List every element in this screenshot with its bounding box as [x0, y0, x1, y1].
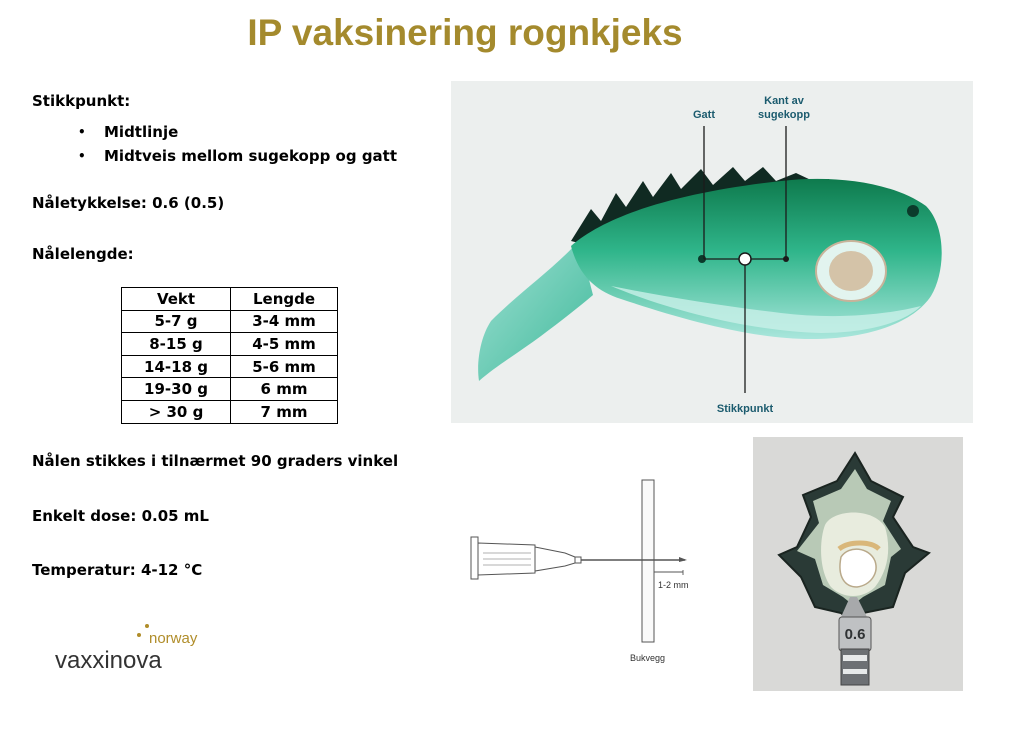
cross-section-photo — [753, 437, 963, 691]
label-stikkpunkt: Stikkpunkt — [716, 403, 774, 415]
list-item — [78, 144, 397, 168]
table-cell: 3-4 mm — [231, 310, 338, 333]
label-kant-line1: Kant av — [764, 95, 804, 107]
logo-drawing — [54, 620, 214, 680]
temperature-text: Temperatur: 4-12 °C — [32, 561, 203, 579]
stikkpunkt-heading: Stikkpunkt: — [32, 92, 131, 110]
label-gatt: Gatt — [693, 109, 715, 121]
single-dose-text: Enkelt dose: 0.05 mL — [32, 507, 209, 525]
table-header-row — [122, 288, 338, 311]
list-item-text: Midtveis mellom sugekopp og gatt — [104, 147, 398, 165]
bullet-icon: • — [78, 125, 86, 139]
slide-title: IP vaksinering rognkjeks — [247, 12, 683, 53]
tail-fin — [478, 241, 593, 381]
depth-label: 1-2 mm — [658, 580, 689, 590]
table-cell: 5-6 mm — [231, 355, 338, 378]
vaxxinova-logo — [54, 620, 214, 680]
table-row — [122, 310, 338, 333]
logo-wordmark: vaxxinova — [55, 647, 162, 674]
photo-drawing — [753, 437, 963, 691]
injection-angle-text: Nålen stikkes i tilnærmet 90 graders vinkel — [32, 452, 399, 470]
fish-illustration — [451, 81, 973, 423]
needle-length-table — [121, 287, 338, 424]
column-header-length: Lengde — [231, 288, 338, 311]
table-cell: > 30 g — [122, 400, 231, 423]
stikkpunkt-list — [78, 120, 397, 168]
fish-drawing — [451, 81, 973, 423]
table-row — [122, 400, 338, 423]
logo-subtext: norway — [149, 630, 198, 647]
table-cell: 6 mm — [231, 378, 338, 401]
table-cell: 5-7 g — [122, 310, 231, 333]
table-cell: 4-5 mm — [231, 333, 338, 356]
column-header-weight: Vekt — [122, 288, 231, 311]
needle-thickness: Nåletykkelse: 0.6 (0.5) — [32, 194, 225, 212]
needle-length-heading: Nålelengde: — [32, 245, 134, 263]
table-cell: 8-15 g — [122, 333, 231, 356]
wall-label: Bukvegg — [630, 653, 666, 663]
table-cell: 7 mm — [231, 400, 338, 423]
label-kant-line2: sugekopp — [758, 109, 810, 121]
table-row — [122, 355, 338, 378]
needle-drawing — [465, 475, 725, 675]
table-row — [122, 333, 338, 356]
bullet-icon: • — [78, 149, 86, 163]
list-item-text: Midtlinje — [104, 123, 179, 141]
list-item — [78, 120, 397, 144]
table-cell: 14-18 g — [122, 355, 231, 378]
needle-size-marking: 0.6 — [844, 626, 866, 643]
table-row — [122, 378, 338, 401]
needle-diagram — [465, 475, 725, 675]
table-cell: 19-30 g — [122, 378, 231, 401]
